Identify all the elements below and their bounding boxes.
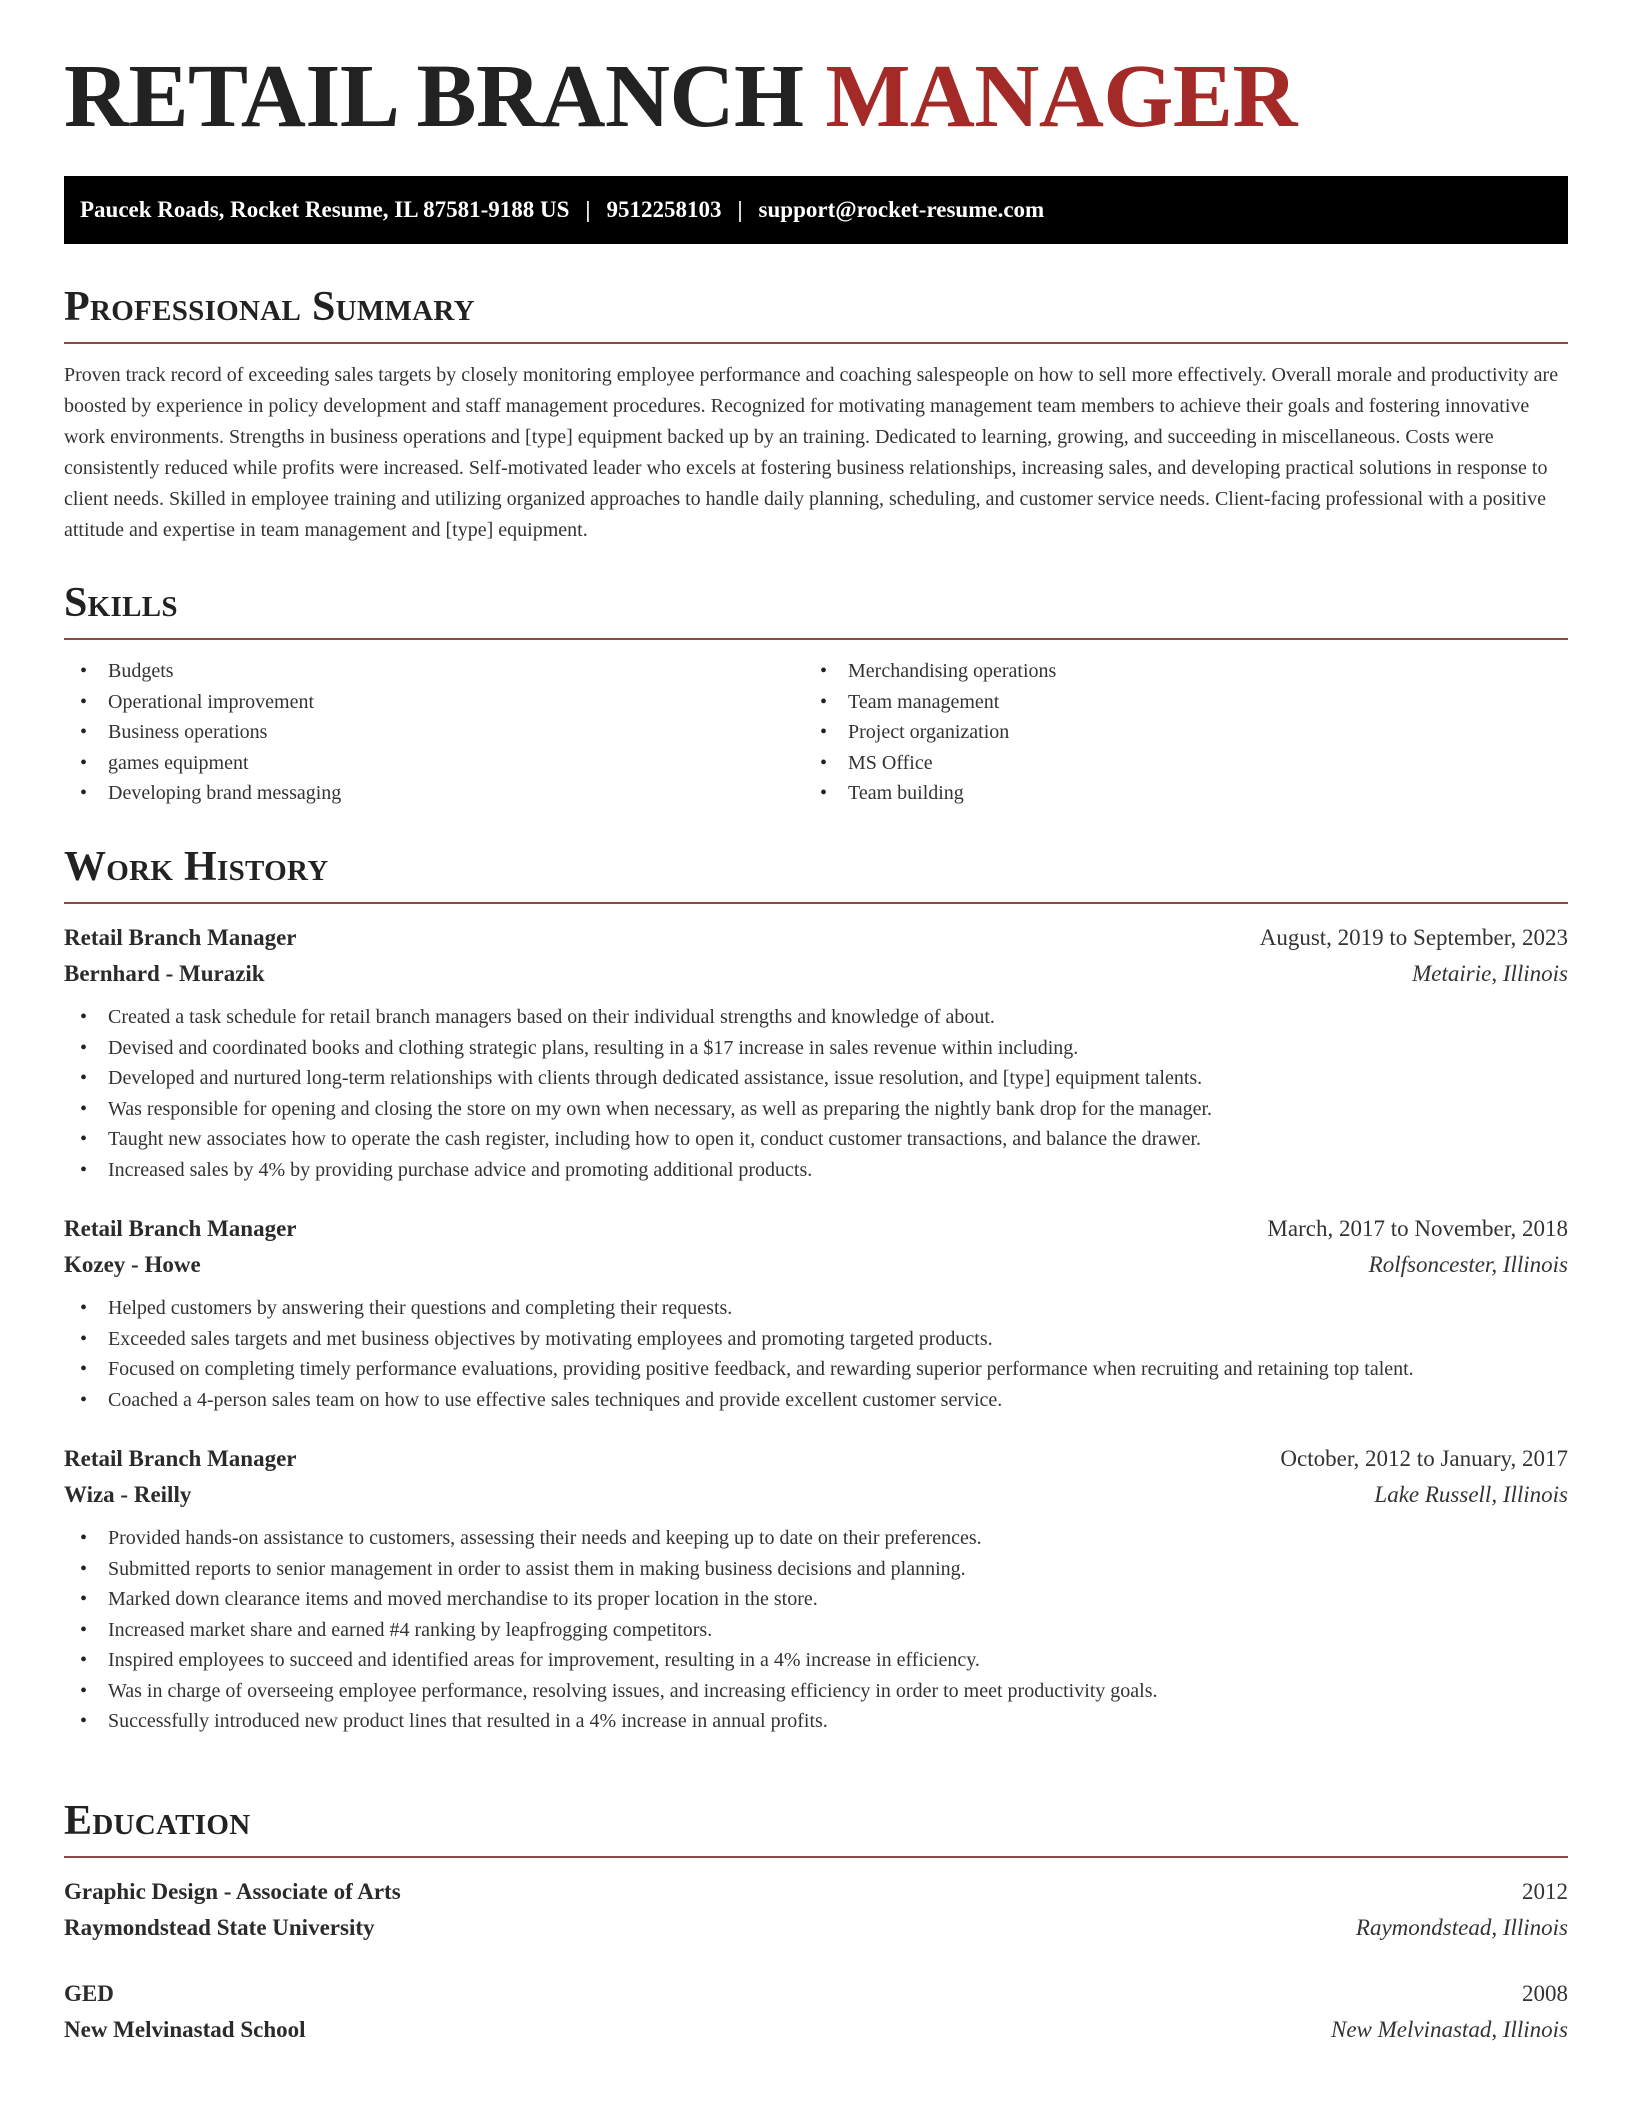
skills-list-left	[64, 656, 804, 809]
duty-item: • Was responsible for opening and closing the store on my own when necessary, as well as preparing the nightly bank drop for the manager.	[64, 1094, 1568, 1125]
contact-address: Paucek Roads, Rocket Resume, IL 87581-9188 US	[80, 197, 570, 222]
duty-item: • Coached a 4-person sales team on how to use effective sales techniques and provide excellent customer service.	[64, 1385, 1568, 1416]
duty-item: • Created a task schedule for retail branch managers based on their individual strengths and knowledge of about.	[64, 1002, 1568, 1033]
job-title: Retail Branch Manager	[64, 1446, 297, 1471]
name-accent: MANAGER	[825, 47, 1297, 146]
skill-item: • Operational improvement	[64, 687, 804, 718]
education-title: Education	[64, 1800, 1568, 1858]
job-duties	[64, 1293, 1568, 1415]
duty-item: • Successfully introduced new product lines that resulted in a 4% increase in annual profits.	[64, 1706, 1568, 1737]
job-entry	[64, 1211, 1568, 1415]
education-entry	[64, 1874, 1568, 1946]
duty-item: • Increased market share and earned #4 ranking by leapfrogging competitors.	[64, 1615, 1568, 1646]
skills-columns	[64, 656, 1568, 809]
education-year: 2008	[1522, 1981, 1568, 2006]
skill-item: • Business operations	[64, 717, 804, 748]
skills-list-right	[804, 656, 1544, 809]
duty-item: • Helped customers by answering their questions and completing their requests.	[64, 1293, 1568, 1324]
job-location: Rolfsoncester, Illinois	[1368, 1252, 1568, 1277]
skill-item: • Team management	[804, 687, 1544, 718]
duty-item: • Taught new associates how to operate the cash register, including how to open it, conduct customer transactions, and balance the drawer.	[64, 1124, 1568, 1155]
skill-item: • MS Office	[804, 748, 1544, 779]
education-location: Raymondstead, Illinois	[1355, 1915, 1568, 1940]
skill-item: • Merchandising operations	[804, 656, 1544, 687]
duty-item: • Submitted reports to senior management in order to assist them in making business decisions and planning.	[64, 1554, 1568, 1585]
education-school: Raymondstead State University	[64, 1915, 375, 1940]
job-entry	[64, 1441, 1568, 1737]
job-dates: August, 2019 to September, 2023	[1259, 925, 1568, 950]
contact-bar	[64, 176, 1568, 244]
duty-item: • Was in charge of overseeing employee performance, resolving issues, and increasing efficiency in order to meet productivity goals.	[64, 1676, 1568, 1707]
job-company: Bernhard - Murazik	[64, 961, 265, 986]
skill-item: • Team building	[804, 778, 1544, 809]
contact-separator: |	[585, 197, 591, 222]
job-duties	[64, 1002, 1568, 1185]
duty-item: • Marked down clearance items and moved merchandise to its proper location in the store.	[64, 1584, 1568, 1615]
job-dates: March, 2017 to November, 2018	[1267, 1216, 1568, 1241]
summary-text: Proven track record of exceeding sales targets by closely monitoring employee performance and coaching salespeople on how to sell more effectively. Overall morale and productivity are boosted by experience in policy development and staff management procedures. Recognized for motivating management team members to achieve their goals and fostering innovative work environments. Strengths in business operations and [type] equipment backed up by an training. Dedicated to learning, growing, and succeeding in miscellaneous. Costs were consistently reduced while profits were increased. Self-motivated leader who excels at fostering business relationships, increasing sales, and developing practical solutions in response to client needs. Skilled in employee training and utilizing organized approaches to handle daily planning, scheduling, and customer service needs. Client-facing professional with a positive attitude and expertise in team management and [type] equipment.	[64, 364, 1559, 541]
contact-email: support@rocket-resume.com	[758, 197, 1045, 222]
education-entry	[64, 1976, 1568, 2048]
job-company: Wiza - Reilly	[64, 1482, 192, 1507]
skill-item: • Project organization	[804, 717, 1544, 748]
job-entry	[64, 920, 1568, 1185]
education-section	[64, 1800, 1568, 2048]
duty-item: • Provided hands-on assistance to customers, assessing their needs and keeping up to date on their preferences.	[64, 1523, 1568, 1554]
duty-item: • Developed and nurtured long-term relationships with clients through dedicated assistance, issue resolution, and [type] equipment talents.	[64, 1063, 1568, 1094]
duty-item: • Focused on completing timely performance evaluations, providing positive feedback, and rewarding superior performance when recruiting and retaining top talent.	[64, 1354, 1568, 1385]
skills-section	[64, 582, 1568, 809]
job-location: Lake Russell, Illinois	[1374, 1482, 1568, 1507]
education-school: New Melvinastad School	[64, 2017, 306, 2042]
name-main: RETAIL BRANCH	[64, 47, 826, 146]
summary-section	[64, 286, 1568, 546]
duty-item: • Devised and coordinated books and clothing strategic plans, resulting in a $17 increase in sales revenue within including.	[64, 1033, 1568, 1064]
job-title: Retail Branch Manager	[64, 925, 297, 950]
skill-item: • games equipment	[64, 748, 804, 779]
duty-item: • Inspired employees to succeed and identified areas for improvement, resulting in a 4% increase in efficiency.	[64, 1645, 1568, 1676]
job-duties	[64, 1523, 1568, 1737]
skills-title: Skills	[64, 582, 1568, 640]
resume-name	[64, 47, 1297, 146]
duty-item: • Increased sales by 4% by providing purchase advice and promoting additional products.	[64, 1155, 1568, 1186]
skill-item: • Developing brand messaging	[64, 778, 804, 809]
education-location: New Melvinastad, Illinois	[1330, 2017, 1568, 2042]
education-year: 2012	[1522, 1879, 1568, 1904]
job-company: Kozey - Howe	[64, 1252, 201, 1277]
duty-item: • Exceeded sales targets and met business objectives by motivating employees and promoting targeted products.	[64, 1324, 1568, 1355]
skill-item: • Budgets	[64, 656, 804, 687]
work-history-section	[64, 846, 1568, 1737]
job-location: Metairie, Illinois	[1412, 961, 1568, 986]
work-history-title: Work History	[64, 846, 1568, 904]
contact-separator: |	[737, 197, 743, 222]
job-dates: October, 2012 to January, 2017	[1280, 1446, 1568, 1471]
job-title: Retail Branch Manager	[64, 1216, 297, 1241]
contact-phone: 9512258103	[606, 197, 722, 222]
education-degree: Graphic Design - Associate of Arts	[64, 1879, 401, 1904]
summary-title: Professional Summary	[64, 286, 1568, 344]
education-degree: GED	[64, 1981, 114, 2006]
